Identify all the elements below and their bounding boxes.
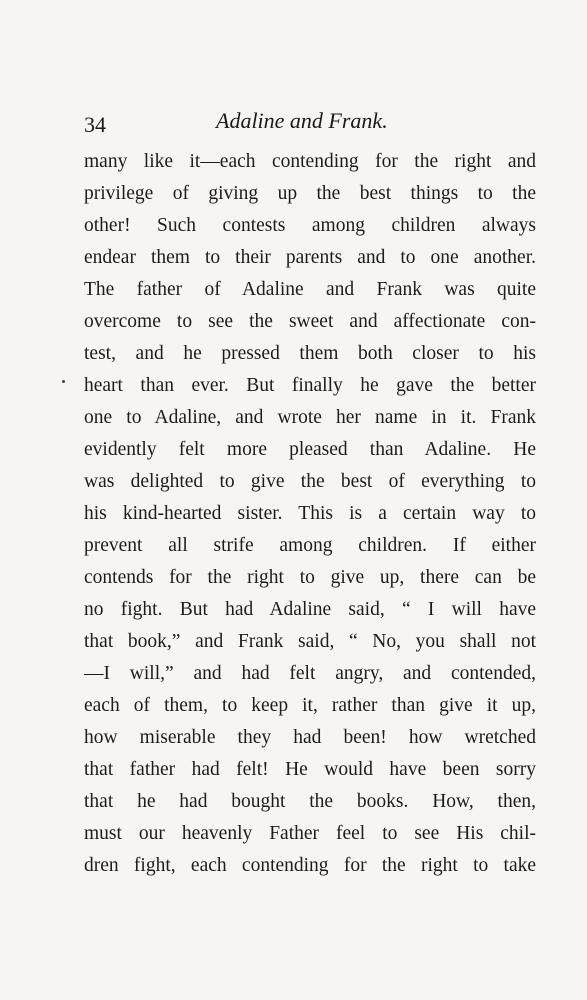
text-line: many like it—each contending for the right and — [84, 151, 536, 172]
text-line: privilege of giving up the best things to the — [84, 183, 536, 204]
text-line: dren fight, each contending for the right to take — [84, 855, 536, 876]
text-line: was delighted to give the best of everything to — [84, 471, 536, 492]
text-line: no fight. But had Adaline said, “ I will have — [84, 599, 536, 620]
running-title: Adaline and Frank. — [216, 108, 388, 133]
text-line: that he had bought the books. How, then, — [84, 791, 536, 812]
text-line: how miserable they had been! how wretched — [84, 727, 536, 748]
margin-speck — [62, 380, 65, 383]
page-header — [84, 108, 424, 142]
text-line: other! Such contests among children always — [84, 215, 536, 236]
text-line: prevent all strife among children. If either — [84, 535, 536, 556]
text-line: evidently felt more pleased than Adaline. He — [84, 439, 536, 460]
page-number: 34 — [84, 112, 106, 137]
text-line: endear them to their parents and to one another. — [84, 247, 536, 268]
text-line: each of them, to keep it, rather than give it up, — [84, 695, 536, 716]
text-line: that father had felt! He would have been sorry — [84, 759, 536, 780]
text-line: overcome to see the sweet and affectionate con- — [84, 311, 536, 332]
text-line: The father of Adaline and Frank was quite — [84, 279, 536, 300]
text-line: contends for the right to give up, there can be — [84, 567, 536, 588]
text-line: his kind-hearted sister. This is a certain way to — [84, 503, 536, 524]
text-line: one to Adaline, and wrote her name in it. Frank — [84, 407, 536, 428]
text-line: —I will,” and had felt angry, and contended, — [84, 663, 536, 684]
text-line: test, and he pressed them both closer to his — [84, 343, 536, 364]
text-line: must our heavenly Father feel to see His chil- — [84, 823, 536, 844]
text-line: that book,” and Frank said, “ No, you shall not — [84, 631, 536, 652]
text-line: heart than ever. But finally he gave the better — [84, 375, 536, 396]
body-text — [84, 146, 536, 882]
